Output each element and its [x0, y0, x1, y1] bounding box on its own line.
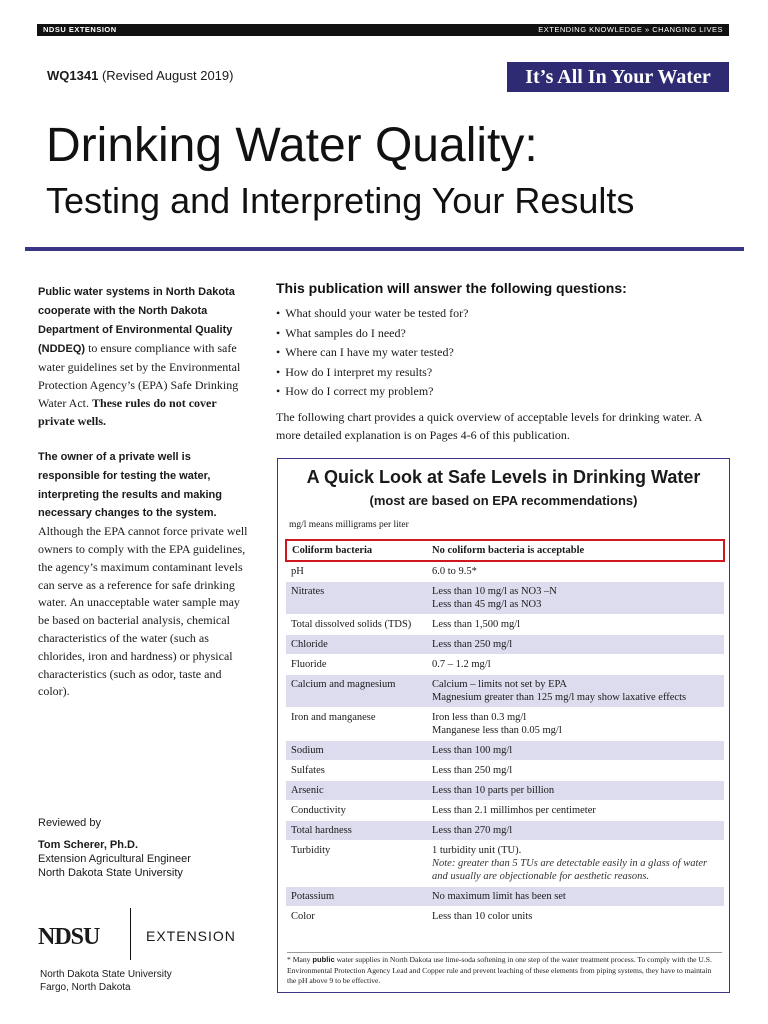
owner-bold-lead: The owner of a private well is responsible for testing the water, interpreting the results and making necessary changes to the system. [38, 451, 222, 520]
intro-body: to ensure compliance with safe water guidelines set by the Environmental Protection Agency’s (EPA) Safe Drinking Water Act. [38, 341, 241, 410]
row-value-line: Less than 45 mg/l as NO3 [432, 599, 542, 610]
page-subtitle: Testing and Interpreting Your Results [46, 180, 635, 221]
footnote-bold: public [312, 955, 335, 964]
row-value: Less than 250 mg/l [427, 761, 724, 781]
intro-bold-lead: Public water systems in North Dakota cooperate with the North Dakota Department of Environmental Quality (NDDEQ) [38, 286, 235, 355]
question-item: • What samples do I need? [276, 324, 468, 344]
ndsu-extension-logo [38, 908, 238, 960]
row-name: Total dissolved solids (TDS) [286, 615, 427, 635]
row-value-line: Less than 10 mg/l as NO3 –N [432, 586, 557, 597]
row-value-line: 1 turbidity unit (TU). [432, 845, 522, 856]
table-row [286, 821, 724, 841]
row-name: Nitrates [286, 582, 427, 615]
box-subtitle: (most are based on EPA recommendations) [369, 493, 638, 508]
chart-intro: The following chart provides a quick overview of acceptable levels for drinking water. A more detailed explanation is on Pages 4-6 of this publication. [276, 410, 702, 442]
intro-paragraph-2 [38, 448, 253, 701]
table-row [286, 582, 724, 615]
owner-body: Although the EPA cannot force private well owners to comply with the EPA guidelines, the agency’s maximum contaminant levels can serve as a reference for safe drinking water. An unacceptable water sample may be based on bacterial analysis, chemical characteristics of the water (such as chlorides, iron and hardness) or physical characteristics (such as odor, taste and color). [38, 524, 248, 699]
question-item: • How do I interpret my results? [276, 363, 468, 383]
logo-ndsu: NDSU [38, 924, 100, 950]
table-row [286, 675, 724, 708]
safe-levels-box [277, 458, 730, 993]
header-brand: NDSU EXTENSION [43, 25, 117, 34]
row-name: Iron and manganese [286, 708, 427, 741]
logo-extension: EXTENSION [146, 928, 236, 944]
row-value: Less than 2.1 millimhos per centimeter [427, 801, 724, 821]
row-value: Less than 1,500 mg/l [427, 615, 724, 635]
reviewer-title: Extension Agricultural Engineer [38, 853, 191, 865]
row-value: No coliform bacteria is acceptable [427, 540, 724, 561]
safe-levels-table [285, 539, 725, 927]
row-name: Turbidity [286, 841, 427, 887]
table-row [286, 887, 724, 907]
row-value-line: Magnesium greater than 125 mg/l may show laxative effects [432, 692, 687, 703]
table-row [286, 655, 724, 675]
table-row [286, 561, 724, 582]
header-bar [37, 24, 729, 36]
table-row [286, 708, 724, 741]
table-row [286, 615, 724, 635]
question-item: • What should your water be tested for? [276, 304, 468, 324]
row-name: Fluoride [286, 655, 427, 675]
address [40, 968, 172, 994]
row-value [427, 675, 724, 708]
row-value [427, 841, 724, 887]
units-note: mg/l means milligrams per liter [289, 520, 409, 530]
row-value: Less than 10 color units [427, 907, 724, 927]
row-name: Arsenic [286, 781, 427, 801]
turbidity-note: Note: greater than 5 TUs are detectable easily in a glass of water and usually are objectionable for aesthetic reasons. [432, 858, 708, 882]
row-value: No maximum limit has been set [427, 887, 724, 907]
header-slogan: EXTENDING KNOWLEDGE » CHANGING LIVES [538, 25, 723, 34]
row-value: Less than 270 mg/l [427, 821, 724, 841]
row-value [427, 708, 724, 741]
row-name: Potassium [286, 887, 427, 907]
row-name: Color [286, 907, 427, 927]
row-name: Chloride [286, 635, 427, 655]
footnote [287, 952, 722, 987]
reviewer-name: Tom Scherer, Ph.D. [38, 839, 139, 851]
table-row [286, 801, 724, 821]
footnote-post: water supplies in North Dakota use lime-soda softening in one step of the water treatment process. To comply with the U.S. Environmental Protection Agency Lead and Copper rule and prevent leaching of these elements from piping systems, they have to maintain the pH above 9 to be effective. [287, 955, 712, 985]
row-value-line: Iron less than 0.3 mg/l [432, 712, 527, 723]
table-row [286, 741, 724, 761]
title-divider [25, 247, 744, 251]
series-tagline: It’s All In Your Water [507, 62, 729, 92]
reviewer-block [38, 816, 191, 880]
row-value: 6.0 to 9.5* [427, 561, 724, 582]
row-name: Sulfates [286, 761, 427, 781]
row-value-line: Manganese less than 0.05 mg/l [432, 725, 562, 736]
row-value: 0.7 – 1.2 mg/l [427, 655, 724, 675]
page-title: Drinking Water Quality: [46, 119, 538, 172]
logo-divider [130, 908, 131, 960]
row-name: Total hardness [286, 821, 427, 841]
row-name: pH [286, 561, 427, 582]
publication-number: WQ1341 [47, 68, 99, 83]
row-name: Coliform bacteria [286, 540, 427, 561]
row-value: Less than 250 mg/l [427, 635, 724, 655]
table-row [286, 635, 724, 655]
revision-date: (Revised August 2019) [101, 68, 234, 83]
table-row [286, 907, 724, 927]
questions-heading: This publication will answer the following questions: [276, 280, 627, 296]
reviewed-label: Reviewed by [38, 817, 101, 829]
address-line-1: North Dakota State University [40, 969, 172, 980]
reviewer-org: North Dakota State University [38, 867, 183, 879]
questions-list [276, 304, 468, 402]
intro-paragraph-1 [38, 282, 248, 430]
row-value: Less than 10 parts per billion [427, 781, 724, 801]
row-name: Calcium and magnesium [286, 675, 427, 708]
row-value: Less than 100 mg/l [427, 741, 724, 761]
row-name: Sodium [286, 741, 427, 761]
table-row [286, 540, 724, 561]
intro-bold-tail: These rules do not cover private wells. [38, 396, 217, 428]
question-item: • How do I correct my problem? [276, 382, 468, 402]
box-title: A Quick Look at Safe Levels in Drinking Water [306, 467, 701, 487]
table-row [286, 781, 724, 801]
row-name: Conductivity [286, 801, 427, 821]
table-row [286, 761, 724, 781]
table-row [286, 841, 724, 887]
publication-id [47, 68, 233, 83]
address-line-2: Fargo, North Dakota [40, 982, 131, 993]
question-item: • Where can I have my water tested? [276, 343, 468, 363]
row-value [427, 582, 724, 615]
footnote-pre: * Many [287, 955, 313, 964]
row-value-line: Calcium – limits not set by EPA [432, 679, 567, 690]
